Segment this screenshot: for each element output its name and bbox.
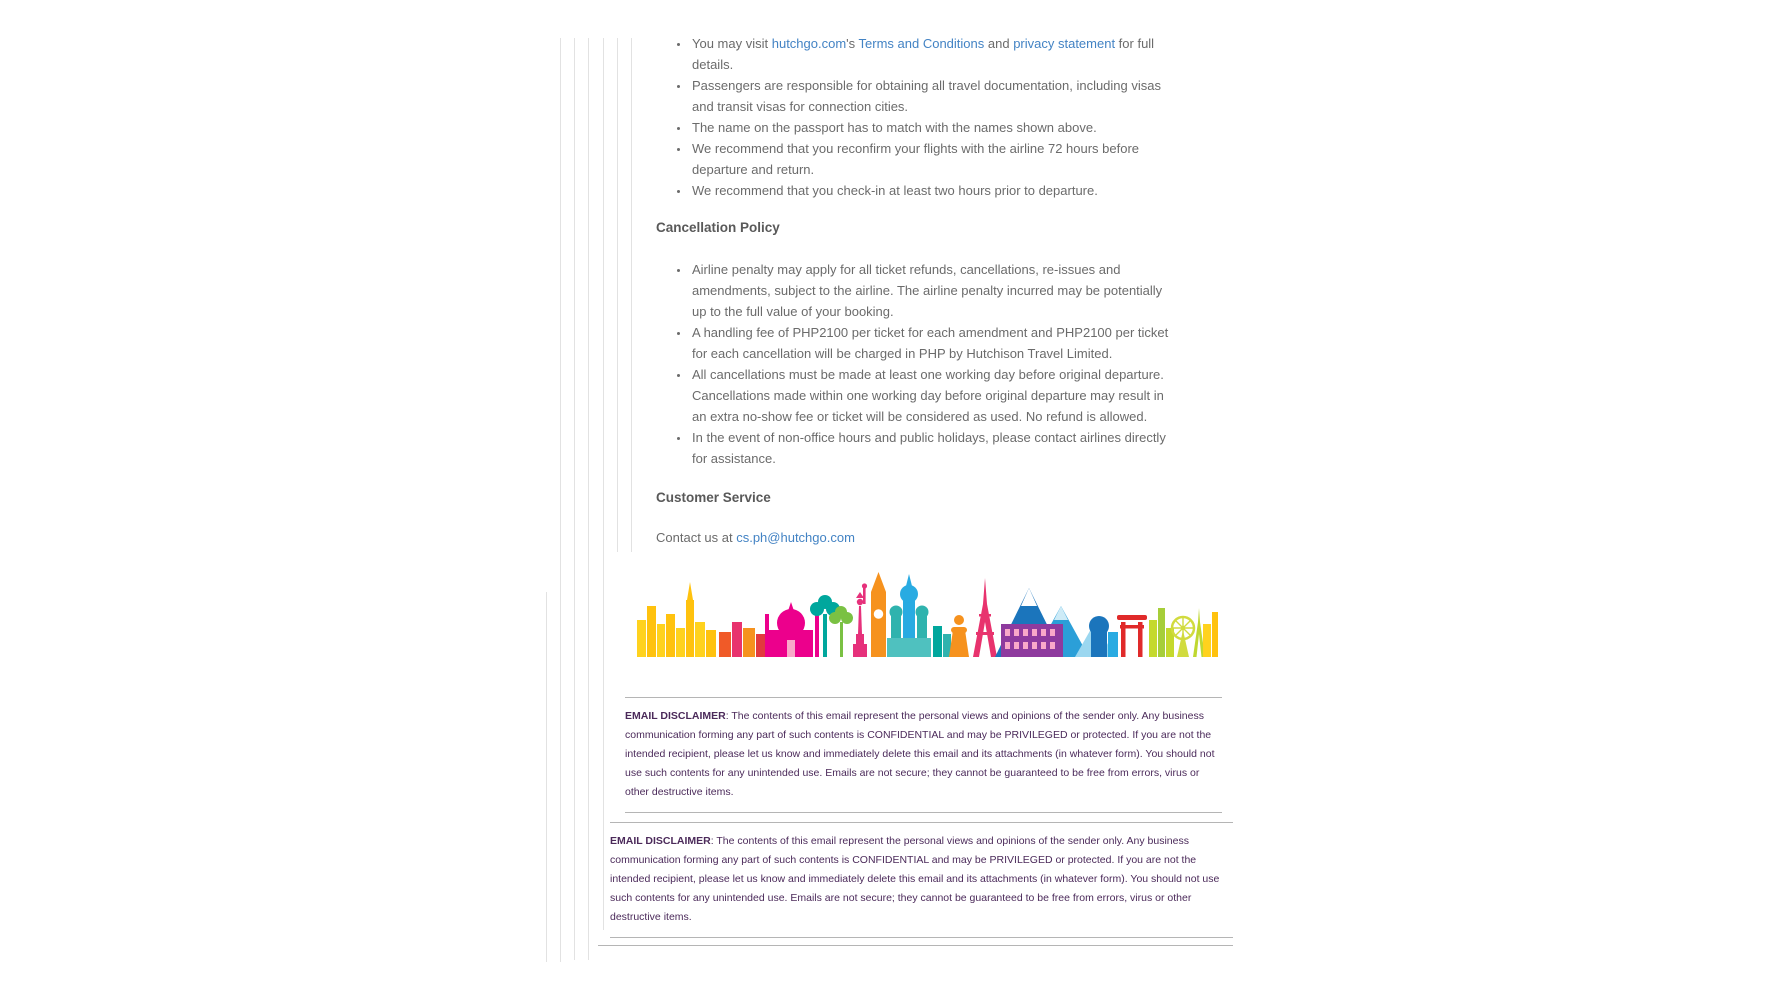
quote-line: [588, 38, 589, 960]
note-text: 's: [846, 36, 859, 51]
email-disclaimer-first: [625, 697, 1222, 813]
list-item: [690, 33, 1171, 75]
quote-line: [560, 38, 561, 962]
quote-line: [603, 38, 604, 930]
note-text: for full details.: [692, 36, 1155, 72]
customer-service-heading: Customer Service: [656, 490, 771, 505]
contact-prefix: Contact us at: [656, 530, 737, 545]
contact-line: [656, 527, 1171, 548]
cancellation-policy-heading: Cancellation Policy: [656, 220, 780, 235]
list-item: • Passengers are responsible for obtaining all travel documentation, including visas and transit visas for connection cities.: [690, 75, 1171, 117]
quote-line: [574, 38, 575, 960]
cancellation-policy-list: [656, 259, 1171, 469]
disclaimer-text: [625, 707, 1222, 802]
travel-notes-list: [656, 33, 1171, 201]
divider: [598, 945, 1233, 946]
disclaimer-label: EMAIL DISCLAIMER: [625, 710, 726, 722]
disclaimer-label: EMAIL DISCLAIMER: [610, 835, 711, 847]
list-item: • The name on the passport has to match with the names shown above.: [690, 117, 1171, 138]
privacy-statement-link[interactable]: privacy statement: [1013, 36, 1116, 51]
terms-and-conditions-link[interactable]: Terms and Conditions: [858, 36, 985, 51]
disclaimer-body: : The contents of this email represent the personal views and opinions of the sender only. Any business communication forming any part of such contents is CONFIDENTIAL and may be PRIVILEGED or protected. If you are not the intended recipient, please let us know and immediately delete this email and its attachments (in whatever form). You should not use such contents for any unintended use. Emails are not secure; they cannot be guaranteed to be free from errors, virus or other destructive items.: [625, 710, 1215, 798]
email-disclaimer-second: [610, 822, 1233, 938]
list-item: • All cancellations must be made at least one working day before original departure. Cancellations made within one working day before original departure may result in an extra no-show fee or ticket will be considered as used. No refund is allowed.: [690, 364, 1171, 427]
list-item: • We recommend that you reconfirm your flights with the airline 72 hours before departure and return.: [690, 138, 1171, 180]
note-text: and: [984, 36, 1014, 51]
list-item: • In the event of non-office hours and public holidays, please contact airlines directly for assistance.: [690, 427, 1171, 469]
support-email-link[interactable]: cs.ph@hutchgo.com: [736, 530, 855, 545]
quote-line: [546, 592, 547, 962]
hutchgo-link[interactable]: hutchgo.com: [771, 36, 847, 51]
list-item: • A handling fee of PHP2100 per ticket for each amendment and PHP2100 per ticket for each cancellation will be charged in PHP by Hutchison Travel Limited.: [690, 322, 1171, 364]
quote-line: [617, 38, 618, 552]
list-item: • We recommend that you check-in at least two hours prior to departure.: [690, 180, 1171, 201]
quoted-email-body: [656, 33, 1171, 657]
world-landmarks-skyline-illustration: [637, 564, 1218, 657]
note-text: You may visit: [692, 36, 772, 51]
list-item: • Airline penalty may apply for all ticket refunds, cancellations, re-issues and amendments, subject to the airline. The airline penalty incurred may be potentially up to the full value of your booking.: [690, 259, 1171, 322]
disclaimer-body: : The contents of this email represent the personal views and opinions of the sender only. Any business communication forming any part of such contents is CONFIDENTIAL and may be PRIVILEGED or protected. If you are not the intended recipient, please let us know and immediately delete this email and its attachments (in whatever form). You should not use such contents for any unintended use. Emails are not secure; they cannot be guaranteed to be free from errors, virus or other destructive items.: [610, 835, 1220, 923]
quote-line: [631, 38, 632, 552]
disclaimer-text: [610, 832, 1233, 927]
